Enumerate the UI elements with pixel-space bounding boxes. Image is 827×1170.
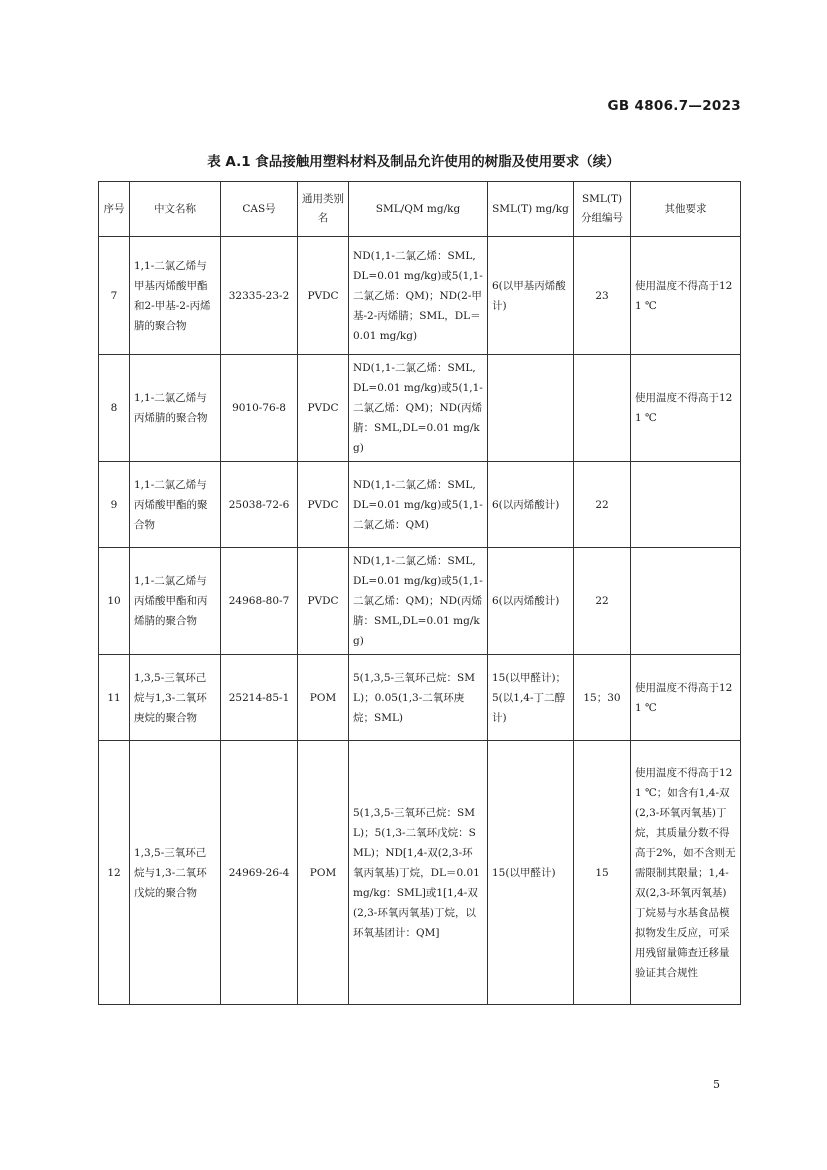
cell-cas: 25214-85-1 xyxy=(221,655,298,741)
cell-abbr: PVDC xyxy=(298,355,349,462)
cell-sml-t: 6(以甲基丙烯酸计) xyxy=(488,237,574,355)
col-header-name: 中文名称 xyxy=(130,182,221,237)
cell-cas: 24968-80-7 xyxy=(221,548,298,655)
cell-sml-qm: ND(1,1-二氯乙烯：SML,DL=0.01 mg/kg)或5(1,1-二氯乙烯：QM)；ND(丙烯腈：SML,DL=0.01 mg/kg) xyxy=(349,355,488,462)
cell-name: 1,1-二氯乙烯与丙烯腈的聚合物 xyxy=(130,355,221,462)
cell-group: 23 xyxy=(574,237,631,355)
cell-group: 22 xyxy=(574,548,631,655)
col-header-sml-qm: SML/QM mg/kg xyxy=(349,182,488,237)
cell-sml-qm: 5(1,3,5-三氧环己烷：SML)；5(1,3-二氧环戊烷：SML)；ND[1,4-双(2,3-环氧丙氧基)丁烷，DL＝0.01 mg/kg：SML]或1[1,4-双(2,3-环氧丙氧基)丁烷，以环氧基团计：QM] xyxy=(349,741,488,1005)
table-row xyxy=(99,462,741,548)
cell-sml-t: 6(以丙烯酸计) xyxy=(488,548,574,655)
cell-other xyxy=(631,462,741,548)
cell-other xyxy=(631,548,741,655)
cell-no: 12 xyxy=(99,741,130,1005)
cell-other: 使用温度不得高于121 ℃ xyxy=(631,237,741,355)
cell-group: 22 xyxy=(574,462,631,548)
cell-no: 8 xyxy=(99,355,130,462)
table-row xyxy=(99,548,741,655)
cell-sml-t: 15(以甲醛计) xyxy=(488,741,574,1005)
cell-cas: 9010-76-8 xyxy=(221,355,298,462)
col-header-group: SML(T)分组编号 xyxy=(574,182,631,237)
col-header-cas: CAS号 xyxy=(221,182,298,237)
standard-code: GB 4806.7—2023 xyxy=(607,98,741,114)
cell-name: 1,1-二氯乙烯与丙烯酸甲酯和丙烯腈的聚合物 xyxy=(130,548,221,655)
cell-sml-qm: ND(1,1-二氯乙烯：SML,DL=0.01 mg/kg)或5(1,1-二氯乙烯：QM)；ND(丙烯腈：SML,DL=0.01 mg/kg) xyxy=(349,548,488,655)
cell-sml-t: 15(以甲醛计)；5(以1,4-丁二醇计) xyxy=(488,655,574,741)
cell-name: 1,3,5-三氧环己烷与1,3-二氧环庚烷的聚合物 xyxy=(130,655,221,741)
table-row xyxy=(99,655,741,741)
cell-group: 15 xyxy=(574,741,631,1005)
cell-no: 11 xyxy=(99,655,130,741)
cell-sml-t: 6(以丙烯酸计) xyxy=(488,462,574,548)
resin-requirements-table xyxy=(98,181,741,1005)
col-header-sml-t: SML(T) mg/kg xyxy=(488,182,574,237)
cell-abbr: POM xyxy=(298,741,349,1005)
table-row xyxy=(99,741,741,1005)
cell-abbr: PVDC xyxy=(298,548,349,655)
cell-no: 10 xyxy=(99,548,130,655)
page-number: 5 xyxy=(713,1078,720,1091)
table-header-row xyxy=(99,182,741,237)
cell-other: 使用温度不得高于121 ℃；如含有1,4-双(2,3-环氧丙氧基)丁烷，其质量分数不得高于2%，如不含则无需限制其限量；1,4-双(2,3-环氧丙氧基)丁烷易与水基食品模拟物发生反应，可采用残留量筛查迁移量验证其合规性 xyxy=(631,741,741,1005)
cell-no: 7 xyxy=(99,237,130,355)
cell-sml-qm: ND(1,1-二氯乙烯：SML,DL=0.01 mg/kg)或5(1,1-二氯乙烯：QM) xyxy=(349,462,488,548)
cell-other: 使用温度不得高于121 ℃ xyxy=(631,355,741,462)
cell-name: 1,1-二氯乙烯与甲基丙烯酸甲酯和2-甲基-2-丙烯腈的聚合物 xyxy=(130,237,221,355)
cell-sml-qm: ND(1,1-二氯乙烯：SML,DL=0.01 mg/kg)或5(1,1-二氯乙烯：QM)；ND(2-甲基-2-丙烯腈；SML，DL＝0.01 mg/kg) xyxy=(349,237,488,355)
cell-sml-t xyxy=(488,355,574,462)
cell-sml-qm: 5(1,3,5-三氧环己烷：SML)；0.05(1,3-二氧环庚烷；SML) xyxy=(349,655,488,741)
cell-abbr: PVDC xyxy=(298,237,349,355)
cell-abbr: PVDC xyxy=(298,462,349,548)
col-header-abbr: 通用类别名 xyxy=(298,182,349,237)
col-header-other: 其他要求 xyxy=(631,182,741,237)
cell-cas: 32335-23-2 xyxy=(221,237,298,355)
cell-group: 15；30 xyxy=(574,655,631,741)
table-row xyxy=(99,237,741,355)
cell-cas: 24969-26-4 xyxy=(221,741,298,1005)
cell-name: 1,1-二氯乙烯与丙烯酸甲酯的聚合物 xyxy=(130,462,221,548)
cell-group xyxy=(574,355,631,462)
table-row xyxy=(99,355,741,462)
col-header-no: 序号 xyxy=(99,182,130,237)
cell-no: 9 xyxy=(99,462,130,548)
cell-other: 使用温度不得高于121 ℃ xyxy=(631,655,741,741)
cell-abbr: POM xyxy=(298,655,349,741)
table-title: 表 A.1 食品接触用塑料材料及制品允许使用的树脂及使用要求（续） xyxy=(207,154,620,170)
cell-name: 1,3,5-三氧环己烷与1,3-二氧环戊烷的聚合物 xyxy=(130,741,221,1005)
cell-cas: 25038-72-6 xyxy=(221,462,298,548)
